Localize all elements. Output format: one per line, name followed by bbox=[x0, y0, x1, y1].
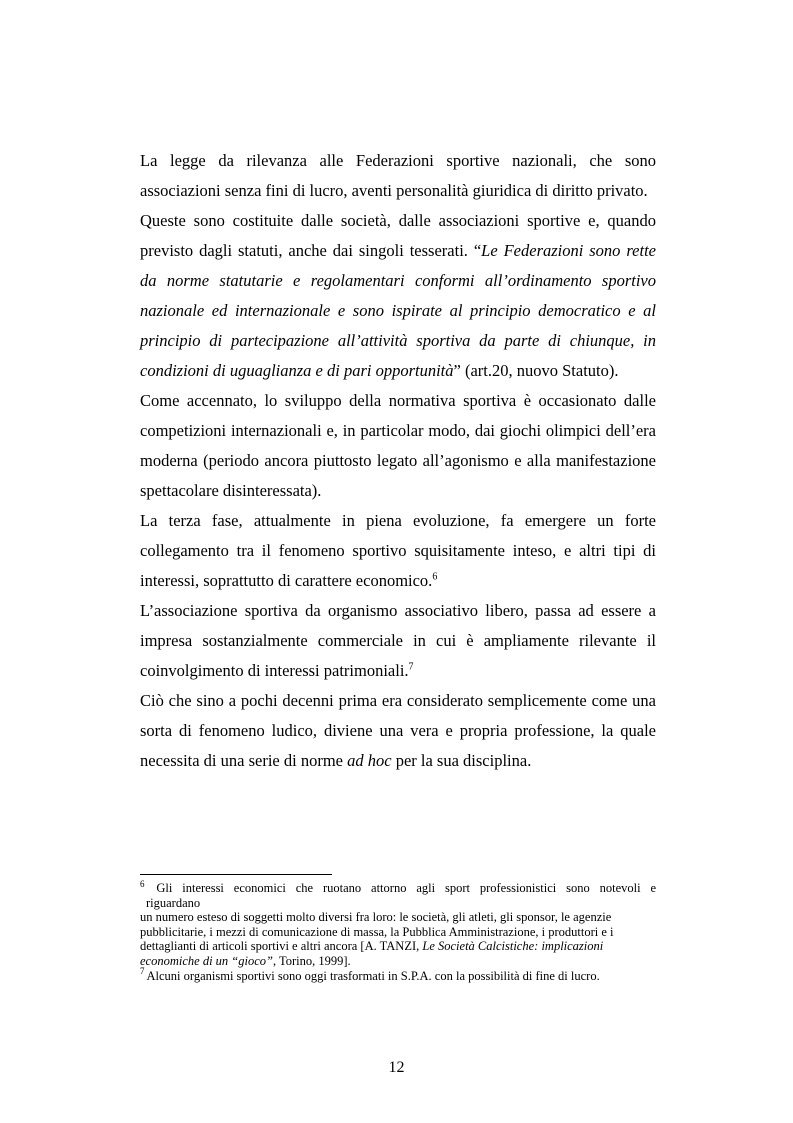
footnote-text: Gli interessi economici che ruotano attorno agli sport professionistici sono notevoli e bbox=[156, 881, 656, 895]
paragraph-federazioni bbox=[140, 146, 656, 206]
footnote-6-body bbox=[140, 910, 656, 968]
paragraph-terza-fase bbox=[140, 506, 656, 596]
footnote-text: Alcuni organismi sportivi sono oggi trasformati in S.P.A. con la possibilità di fine di lucro. bbox=[146, 968, 600, 983]
paragraph-text: Queste sono costituite dalle società, dalle associazioni sportive e, quando previsto dagli statuti, anche dai singoli tesserati. “ bbox=[140, 211, 656, 260]
paragraph-normativa bbox=[140, 386, 656, 506]
paragraph-text: La legge da rilevanza alle Federazioni sportive nazionali, che sono associazioni senza fini di lucro, aventi personalità giuridica di diritto privato. bbox=[140, 151, 656, 200]
statute-quote: Le Federazioni sono rette da norme statutarie e regolamentari conformi all’ordinamento sportivo nazionale ed internazionale e sono ispirate al principio democratico e al principio di partecipazione all’attività sportiva da parte di chiunque, in condizioni di uguaglianza e di pari opportunità bbox=[140, 241, 656, 380]
footnote-7 bbox=[140, 966, 656, 984]
footnote-number: 6 bbox=[140, 878, 145, 889]
footnotes bbox=[140, 878, 656, 983]
main-text bbox=[140, 146, 656, 776]
footnote-text: un numero esteso di soggetti molto diversi fra loro: le società, gli atleti, gli sponsor, le agenzie pubblicitarie, i mezzi di comunicazione di massa, la Pubblica Amministrazione, i produttori e i dettaglianti di articoli sportivi e altri ancora [A. TANZI, bbox=[140, 910, 614, 954]
footnote-text: riguardano bbox=[146, 895, 201, 910]
paragraph-associazione bbox=[140, 596, 656, 686]
paragraph-text: La terza fase, attualmente in piena evoluzione, fa emergere un forte collegamento tra il fenomeno sportivo squisitamente inteso, e altri tipi di interessi, soprattutto di carattere economico. bbox=[140, 511, 656, 590]
footnote-6-line1 bbox=[140, 878, 656, 896]
paragraph-text: Come accennato, lo sviluppo della normativa sportiva è occasionato dalle competizioni internazionali e, in particolar modo, dai giochi olimpici dell’era moderna (periodo ancora piuttosto legato all’agonismo e alla manifestazione spettacolare disinteressata). bbox=[140, 391, 656, 500]
paragraph-text: per la sua disciplina. bbox=[391, 751, 532, 770]
footnote-ref-7[interactable]: 7 bbox=[408, 661, 414, 673]
paragraph-text: L’associazione sportiva da organismo associativo libero, passa ad essere a impresa sostanzialmente commerciale in cui è ampliamente rilevante il coinvolgimento di interessi patrimoniali. bbox=[140, 601, 656, 680]
ad-hoc-italic: ad hoc bbox=[347, 751, 392, 770]
footnote-ref-6[interactable]: 6 bbox=[432, 571, 438, 583]
paragraph-statuto bbox=[140, 206, 656, 386]
footnote-separator bbox=[140, 874, 332, 875]
paragraph-professione bbox=[140, 686, 656, 776]
footnote-number: 7 bbox=[140, 966, 145, 977]
footnote-citation-title: Le Società Calcistiche: implicazioni economiche di un “gioco” bbox=[140, 939, 604, 968]
paragraph-text: Ciò che sino a pochi decenni prima era considerato semplicemente come una sorta di fenomeno ludico, diviene una vera e propria professione, la quale necessita di una serie di norme bbox=[140, 691, 656, 770]
footnote-6-line2 bbox=[140, 896, 656, 911]
page-number: 12 bbox=[388, 1059, 405, 1076]
footnote-text: , Torino, 1999]. bbox=[272, 953, 351, 968]
paragraph-text: ” (art.20, nuovo Statuto). bbox=[453, 361, 619, 380]
